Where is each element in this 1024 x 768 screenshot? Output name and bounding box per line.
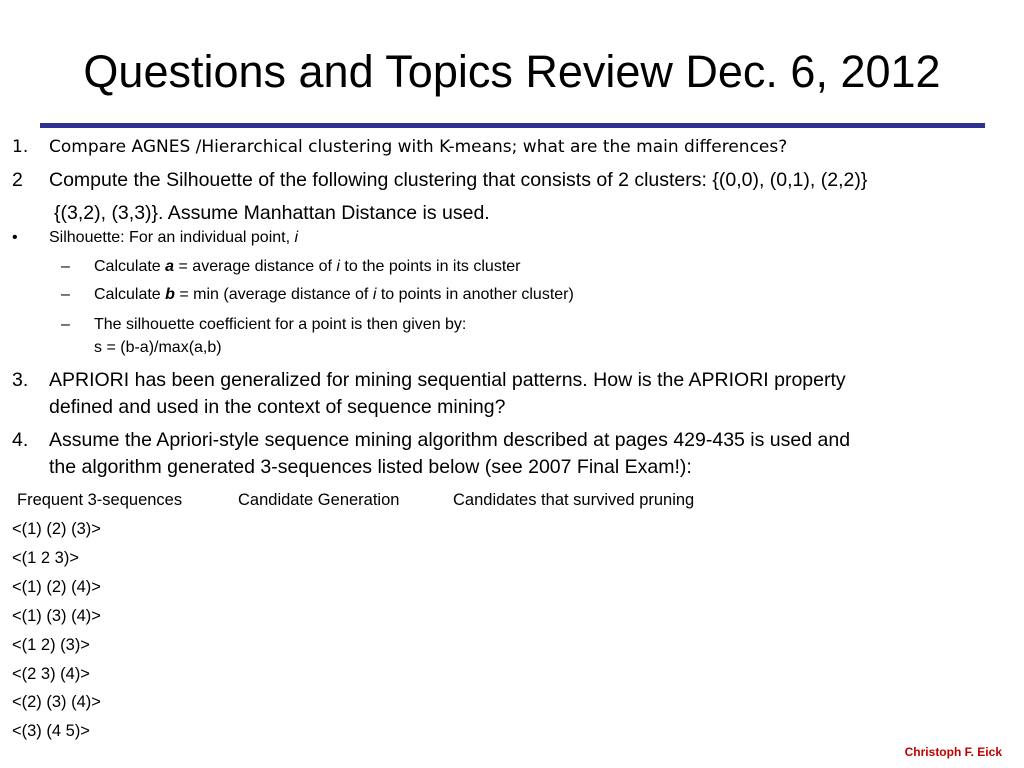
sequence-item: <(3) (4 5)> [12, 722, 90, 740]
calculate-b-line: Calculate b = min (average distance of i to points in another cluster) [94, 286, 574, 303]
question-3-number: 3. [12, 369, 29, 391]
sequence-item: <(2 3) (4)> [12, 665, 90, 683]
question-4-number: 4. [12, 429, 29, 451]
sequence-item: <(1) (2) (4)> [12, 578, 101, 596]
sequence-item: <(1) (3) (4)> [12, 607, 101, 625]
question-3-line-2: defined and used in the context of sequence mining? [49, 396, 506, 418]
dash-b: – [61, 286, 70, 303]
sequence-item: <(2) (3) (4)> [12, 693, 101, 711]
slide-title: Questions and Topics Review Dec. 6, 2012 [83, 46, 941, 97]
calculate-a-line: Calculate a = average distance of i to the points in its cluster [94, 258, 521, 275]
coefficient-line-1: The silhouette coefficient for a point is then given by: [94, 316, 467, 333]
question-3-line-1: APRIORI has been generalized for mining sequential patterns. How is the APRIORI property [49, 369, 846, 391]
sequence-item: <(1 2) (3)> [12, 636, 90, 654]
question-4-line-2: the algorithm generated 3-sequences listed below (see 2007 Final Exam!): [49, 456, 692, 478]
dash-a: – [61, 258, 70, 275]
sequence-item: <(1 2 3)> [12, 549, 79, 567]
title-divider [40, 123, 985, 128]
question-4-line-1: Assume the Apriori-style sequence mining algorithm described at pages 429-435 is used and [49, 429, 851, 451]
question-1 [12, 135, 1012, 159]
question-1-number: 1. [12, 137, 29, 157]
dash-coefficient: – [61, 316, 70, 333]
question-2-number: 2 [12, 169, 23, 191]
question-1-text: Compare AGNES /Hierarchical clustering with K-means; what are the main differences? [49, 137, 788, 157]
question-2-line-2: {(3,2), (3,3)}. Assume Manhattan Distance is used. [54, 202, 490, 224]
header-candidates-survived-pruning: Candidates that survived pruning [453, 491, 695, 509]
question-2-line-1: Compute the Silhouette of the following clustering that consists of 2 clusters: {(0,0), (0,1), (2,2)} [49, 169, 868, 191]
author-signature: Christoph F. Eick [904, 745, 1002, 759]
header-candidate-generation: Candidate Generation [238, 491, 400, 509]
silhouette-intro: Silhouette: For an individual point, i [49, 229, 299, 246]
coefficient-formula: s = (b-a)/max(a,b) [94, 339, 222, 356]
sequence-item: <(1) (2) (3)> [12, 520, 101, 538]
header-frequent-3-sequences: Frequent 3-sequences [17, 491, 183, 509]
silhouette-bullet: • [12, 229, 18, 246]
